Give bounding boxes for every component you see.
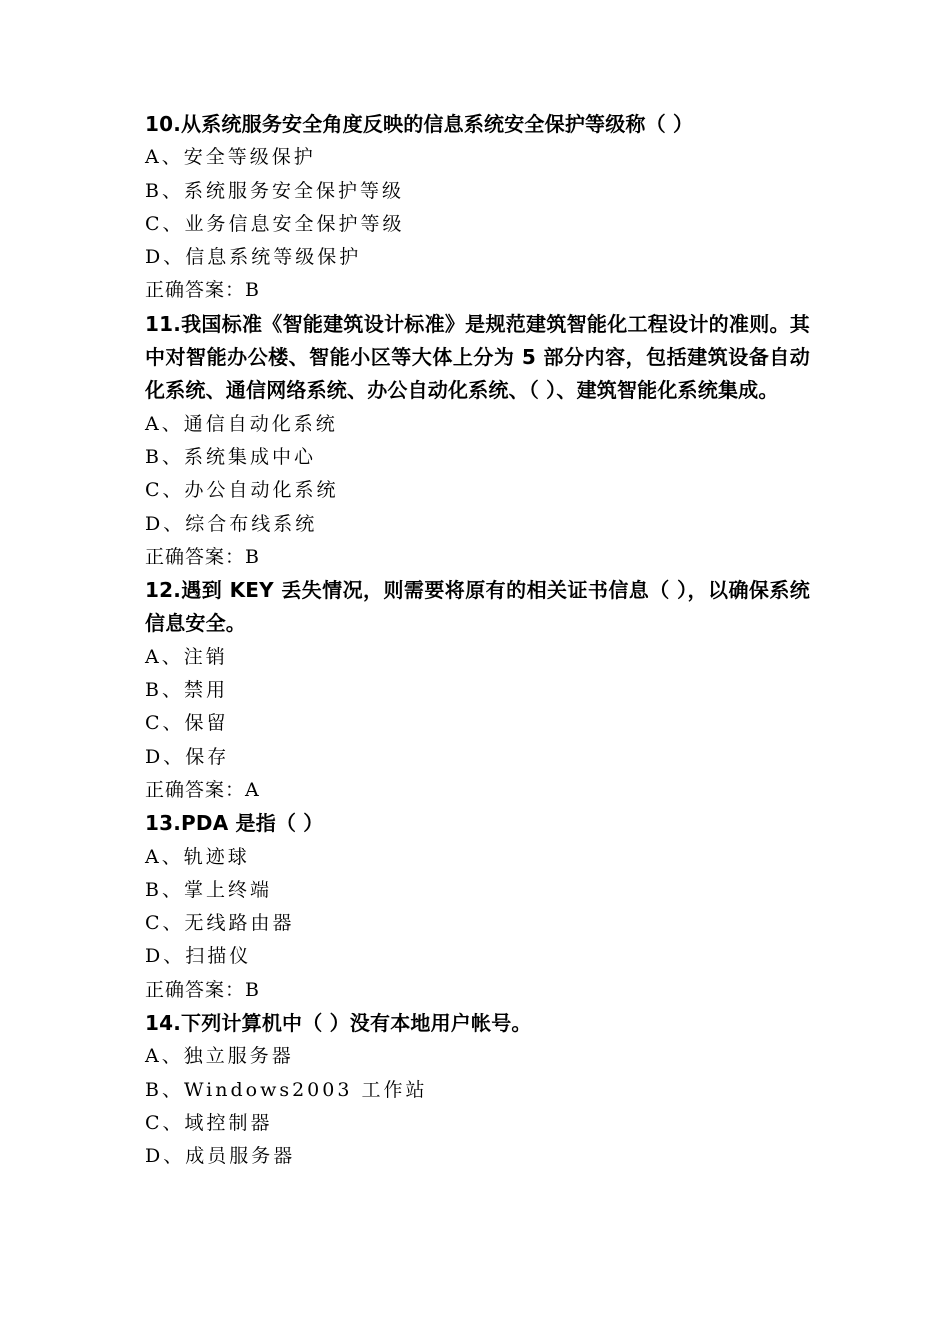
correct-answer: 正确答案：A [145,778,260,801]
option-d: D、信息系统等级保护 [145,246,362,269]
question-13 [145,807,810,1007]
question-text: 11.我国标准《智能建筑设计标准》是规范建筑智能化工程设计的准则。其中对智能办公楼、智能小区等大体上分为 5 部分内容，包括建筑设备自动化系统、通信网络系统、办公自动化系统、（ ）、建筑智能化系统集成。 [145,311,810,403]
option-b: B、系统服务安全保护等级 [145,179,404,202]
option-d: D、保存 [145,745,230,768]
question-text: 10.从系统服务安全角度反映的信息系统安全保护等级称（ ） [145,112,694,136]
correct-answer: 正确答案：B [145,545,260,568]
option-d: D、综合布线系统 [145,512,318,535]
option-b: B、Windows2003 工作站 [145,1078,428,1101]
option-b: B、系统集成中心 [145,445,316,468]
question-10 [145,108,810,308]
option-d: D、成员服务器 [145,1145,296,1168]
option-c: C、保留 [145,712,229,735]
option-b: B、掌上终端 [145,878,272,901]
correct-answer: 正确答案：B [145,279,260,302]
option-c: C、业务信息安全保护等级 [145,212,405,235]
option-c: C、域控制器 [145,1111,273,1134]
option-a: A、安全等级保护 [145,146,316,169]
option-a: A、独立服务器 [145,1045,294,1068]
question-text: 12.遇到 KEY 丢失情况，则需要将原有的相关证书信息（ ），以确保系统信息安全。 [145,578,810,636]
question-11 [145,308,810,574]
option-a: A、通信自动化系统 [145,412,338,435]
correct-answer: 正确答案：B [145,978,260,1001]
option-b: B、禁用 [145,679,228,702]
option-a: A、注销 [145,645,228,668]
question-14 [145,1007,810,1173]
option-a: A、轨迹球 [145,845,250,868]
question-12 [145,574,810,807]
document-page [145,108,810,1174]
option-c: C、无线路由器 [145,912,295,935]
question-text: 13.PDA 是指（ ） [145,811,324,836]
option-d: D、扫描仪 [145,945,252,968]
question-text: 14.下列计算机中（ ）没有本地用户帐号。 [145,1011,532,1036]
option-c: C、办公自动化系统 [145,479,339,502]
